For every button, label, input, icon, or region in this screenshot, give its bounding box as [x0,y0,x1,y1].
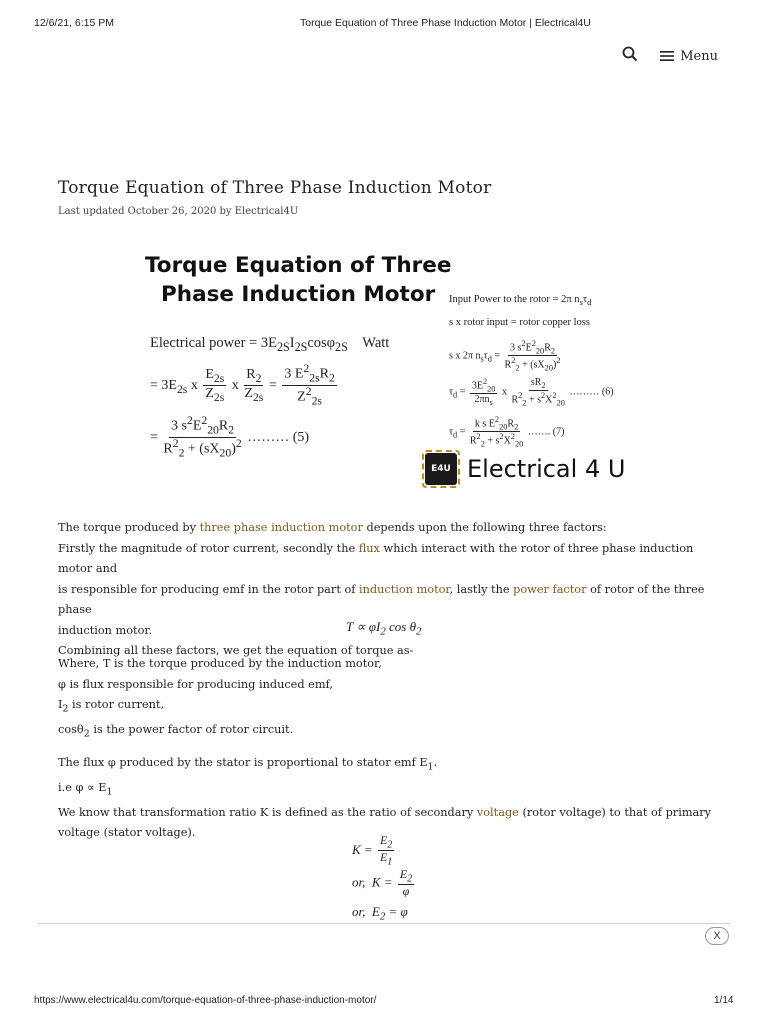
figure-title-line2: Phase Induction Motor [161,282,436,307]
link-power-factor[interactable]: power factor [513,582,587,596]
electrical4u-brand [425,453,625,485]
eq-slip-torque: s x 2π $n_s\tau_d$ = $\frac{3 s^2E^2_{20}R_2}{R^2_2 + (sX_{20})^2}$ [449,339,561,373]
equation-5: = $\frac{3 s^2E^2_{20}R_2}{R^2_2 + (sX_{20})^2}$ ……… (5) [150,414,310,460]
paragraph-intro: The torque produced by three phase induction motor depends upon the following three factors: Firstly the magnitude of rotor current, secondly the flux which interact with the rotor of three phase induction motor and is responsible for producing emf in the rotor part of induction motor, lastly the power factor of rotor of the three phase induction motor. Combining all these factors, we get the equation of torque as- [58,521,705,657]
paragraph-where: Where, T is the torque produced by the induction motor, φ is flux responsible for producing induced emf, $I_2$ is rotor current, cosθ$_2$ is the power factor of rotor circuit. [58,657,382,739]
brand-name: Electrical 4 U [467,455,626,483]
search-icon[interactable] [622,46,638,66]
link-induction-motor[interactable]: induction motor [359,582,450,596]
menu-button[interactable] [660,49,718,64]
site-nav [622,44,718,68]
equation-power-expanded: = $3E_{2s}$ x $\frac{E_{2s}}{Z_{2s}}$ x $\frac{R_2}{Z_{2s}}$ = $\frac{3 E^2_{2s}R_2}{Z^2_{2s}}$ [150,362,335,408]
link-three-phase-induction-motor[interactable]: three phase induction motor [199,521,363,534]
print-url: https://www.electrical4u.com/torque-equation-of-three-phase-induction-motor/ [34,995,377,1006]
print-datetime: 12/6/21, 6:15 PM [34,17,114,29]
eq-7: $\tau_d$ = $\frac{k s E^2_{20}R_2}{R^2_2 + s^2X^2_{20}}$ ……. (7) [449,415,565,449]
close-button[interactable]: X [705,927,729,945]
eq-6: $\tau_d$ = $\frac{3E^2_{20}}{2\pi n_s}$ x $\frac{sR_2}{R^2_2 + s^2X^2_{20}}$ ……… (6) [449,377,614,408]
hamburger-icon [660,50,674,62]
equation-e2-flux: or, $E_2 = \varphi$ [352,904,408,923]
eq-input-power: Input Power to the rotor = 2π $n_s\tau_d$ [449,294,592,308]
article-title: Torque Equation of Three Phase Induction Motor [58,178,492,198]
paragraph-flux: The flux φ produced by the stator is proportional to stator emf $E_1$. i.e $\varphi \propto E_1$ We know that transformation ratio K is defined as the ratio of secondary voltage (rotor voltage) to that of primary voltage (stator voltage). [58,756,712,839]
eq-copper-loss: s x rotor input = rotor copper loss [449,317,590,328]
link-flux[interactable]: flux [358,541,380,555]
figure-title-line1: Torque Equation of Three [145,253,452,278]
print-page-count: 1/14 [714,995,734,1006]
divider [38,923,730,924]
equation-k-ratio: K = $\frac{E_2}{E_1}$ [352,833,393,868]
menu-label: Menu [680,48,718,64]
print-page-title: Torque Equation of Three Phase Induction Motor | Electrical4U [300,17,591,29]
e4u-logo-icon: E4U [425,453,457,485]
torque-equation-figure [145,245,645,493]
equation-k-flux: or, K = $\frac{E_2}{\varphi}$ [352,867,413,899]
torque-proportionality-equation: $T \propto \varphi I_2$ $\cos \theta_2$ [346,619,422,638]
equation-electrical-power: Electrical power = $3E_{2S}I_{2S}\cos\varphi_{2S}$ Watt [150,335,390,354]
link-voltage[interactable]: voltage [476,805,519,819]
article-meta: Last updated October 26, 2020 by Electrical4U [58,206,299,217]
